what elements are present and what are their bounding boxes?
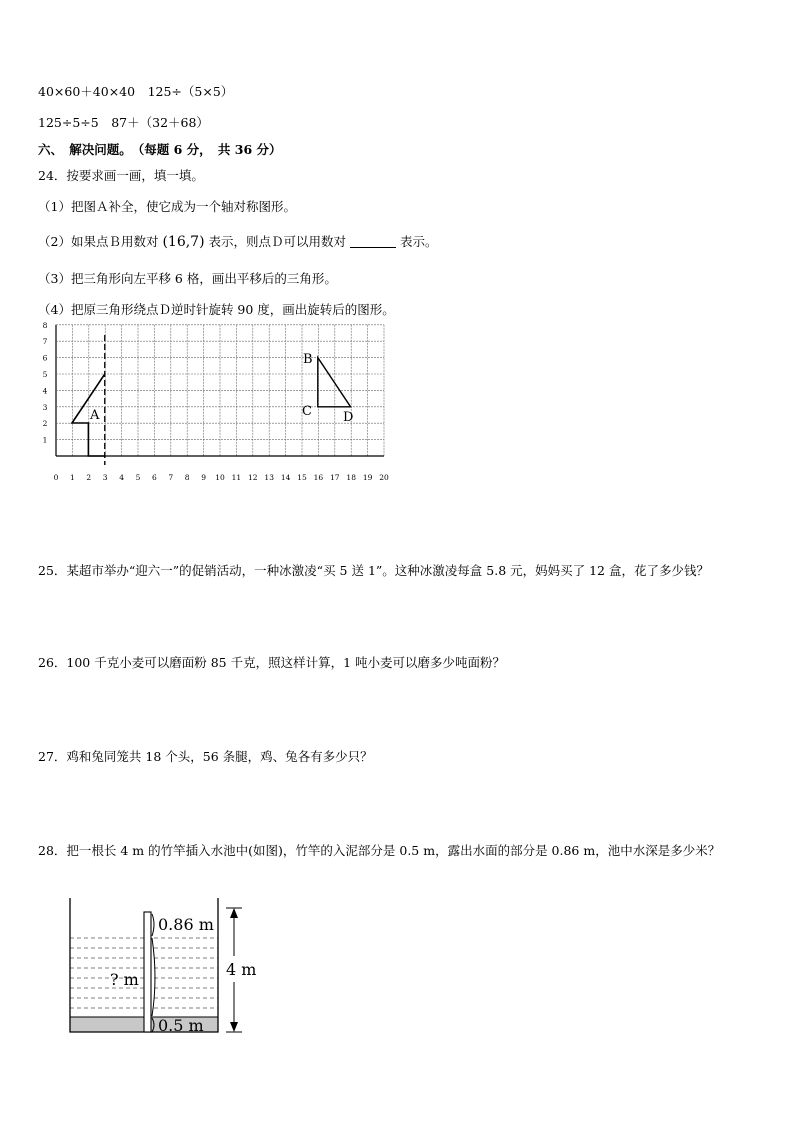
triangle-bcd xyxy=(318,358,351,407)
y-tick-label: 4 xyxy=(42,386,48,396)
question-24-part-3: （3）把三角形向左平移 6 格，画出平移后的三角形。 xyxy=(38,271,337,286)
x-tick-label: 18 xyxy=(346,473,356,482)
q24-2-text-a: （2）如果点Ｂ用数对 xyxy=(38,234,159,249)
label-water-depth: ? m xyxy=(110,970,139,989)
x-tick-label: 2 xyxy=(86,473,92,482)
x-tick-label: 4 xyxy=(119,473,124,482)
x-tick-label: 7 xyxy=(168,473,174,482)
question-28: 28．把一根长 4 m 的竹竿插入水池中(如图)，竹竿的入泥部分是 0.5 m，露出水面的部分是 0.86 m，池中水深是多少米？ xyxy=(38,843,721,858)
label-b: B xyxy=(303,352,313,367)
question-24-part-4: （4）把原三角形绕点Ｄ逆时针旋转 90 度，画出旋转后的图形。 xyxy=(38,302,395,317)
question-24: 24．按要求画一画，填一填。 xyxy=(38,168,204,183)
x-tick-label: 14 xyxy=(280,473,291,482)
x-tick-label: 17 xyxy=(330,473,340,482)
x-tick-label: 1 xyxy=(70,473,75,482)
y-tick-label: 7 xyxy=(42,337,48,347)
calc-line-2: 125÷5÷5 87＋（32＋68） xyxy=(38,115,209,130)
x-tick-label: 11 xyxy=(231,473,242,482)
question-24-part-2 xyxy=(38,234,438,250)
y-tick-label: 6 xyxy=(42,353,48,363)
coordinate-grid-figure xyxy=(36,320,392,485)
y-tick-label: 5 xyxy=(42,370,48,379)
q24-2-pair: (16,7) xyxy=(162,234,205,250)
q24-2-text-c: 表示。 xyxy=(400,234,438,249)
x-tick-label: 0 xyxy=(53,473,59,482)
y-tick-label: 3 xyxy=(42,402,48,412)
figure-a-half xyxy=(72,374,105,456)
label-total-length: 4 m xyxy=(226,960,257,979)
x-tick-label: 15 xyxy=(297,473,307,482)
label-a: A xyxy=(90,408,100,423)
label-above-water: 0.86 m xyxy=(158,915,214,934)
y-tick-label: 8 xyxy=(42,320,48,330)
question-25: 25．某超市举办“迎六一”的促销活动，一种冰激凌“买 5 送 1”。这种冰激凌每盒 5.8 元，妈妈买了 12 盒，花了多少钱？ xyxy=(38,563,709,578)
y-tick-label: 2 xyxy=(42,419,48,429)
answer-blank[interactable] xyxy=(350,235,396,248)
x-tick-label: 9 xyxy=(201,473,206,482)
bamboo-pole xyxy=(144,912,151,1032)
x-tick-label: 8 xyxy=(184,473,190,482)
label-d: D xyxy=(343,410,354,425)
x-tick-label: 20 xyxy=(379,473,389,482)
x-tick-label: 10 xyxy=(215,473,225,482)
x-tick-label: 3 xyxy=(102,473,108,482)
x-tick-label: 6 xyxy=(152,473,157,482)
question-26: 26．100 千克小麦可以磨面粉 85 千克，照这样计算，1 吨小麦可以磨多少吨面粉？ xyxy=(38,655,506,670)
pool-figure xyxy=(62,890,272,1040)
x-tick-label: 5 xyxy=(135,473,141,482)
y-tick-labels xyxy=(43,321,48,445)
section-heading: 六、 解决问题。 （每题 6 分， 共 36 分） xyxy=(38,142,282,157)
calc-line-1: 40×60＋40×40 125÷（5×5） xyxy=(38,84,234,99)
x-tick-label: 16 xyxy=(313,473,324,482)
x-tick-label: 13 xyxy=(264,473,274,482)
x-tick-labels xyxy=(54,473,389,482)
y-tick-label: 1 xyxy=(42,435,48,445)
label-c: C xyxy=(302,404,312,419)
question-27: 27．鸡和兔同笼共 18 个头，56 条腿，鸡、兔各有多少只？ xyxy=(38,749,373,764)
label-mud-depth: 0.5 m xyxy=(158,1016,204,1035)
x-tick-label: 19 xyxy=(362,473,373,482)
q24-2-text-b: 表示，则点Ｄ可以用数对 xyxy=(208,234,347,249)
question-24-part-1: （1）把图Ａ补全，使它成为一个轴对称图形。 xyxy=(38,199,296,214)
x-tick-label: 12 xyxy=(248,473,258,482)
